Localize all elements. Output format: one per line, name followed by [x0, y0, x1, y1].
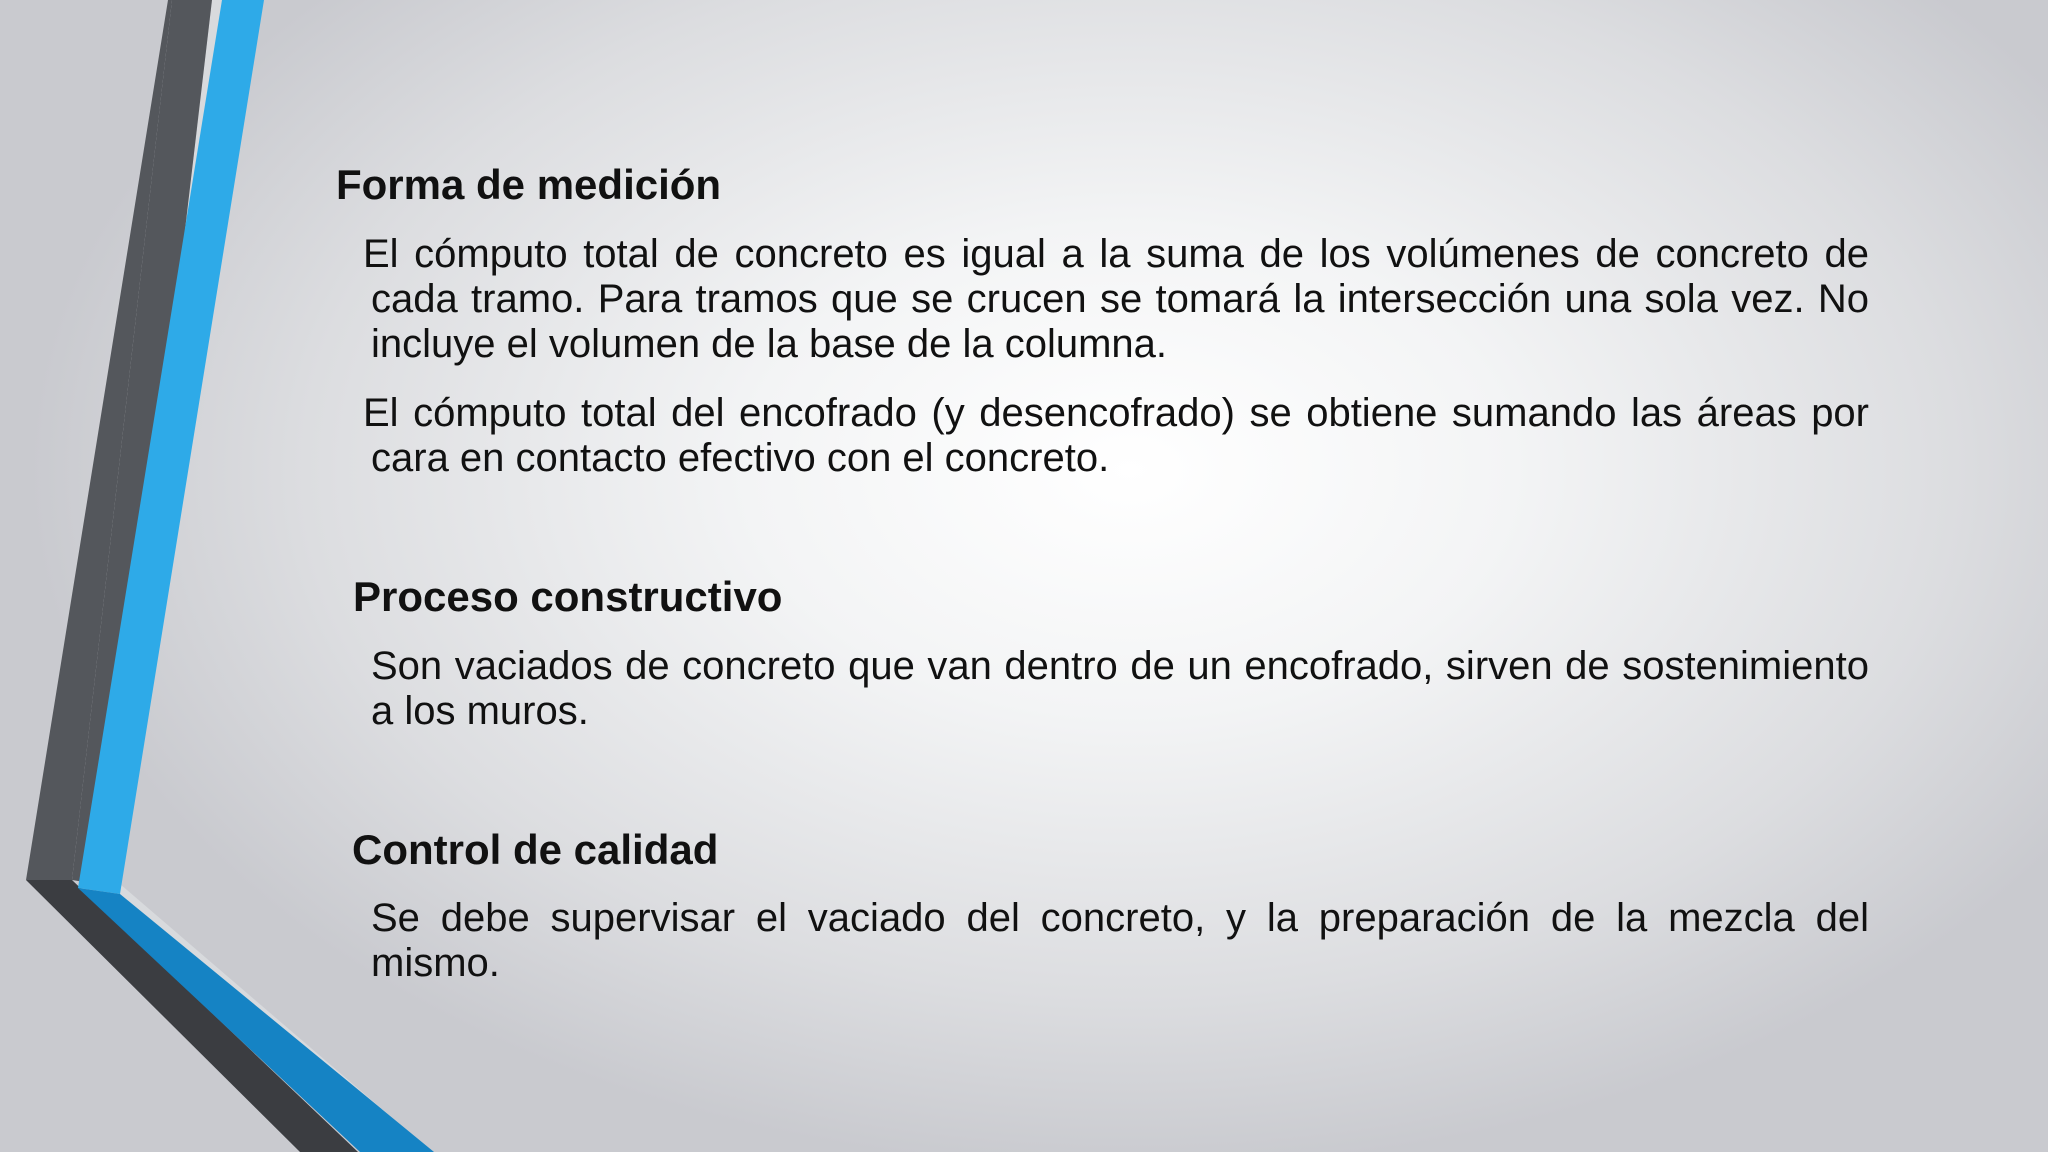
paragraph-text: El cómputo total de concreto es igual a la suma de los volúmenes de concreto de cada tramo. Para tramos que se crucen se tomará la intersección una sola vez. No incluye el volumen de la base de la columna. [363, 232, 1869, 366]
paragraph-text: El cómputo total del encofrado (y desencofrado) se obtiene sumando las áreas por cara en contacto efectivo con el concreto. [363, 391, 1869, 480]
section-title-forma-medicion: Forma de medición [336, 161, 722, 208]
paragraph-computo-concreto [363, 232, 1869, 367]
section-title-control-calidad: Control de calidad [352, 826, 719, 873]
paragraph-proceso-constructivo: Son vaciados de concreto que van dentro de un encofrado, sirven de sostenimiento a los muros. [371, 644, 1869, 733]
paragraph-computo-encofrado [363, 391, 1869, 481]
dark-stripe-lower [26, 880, 358, 1152]
paragraph-control-calidad: Se debe supervisar el vaciado del concreto, y la preparación de la mezcla del mismo. [371, 896, 1869, 985]
section-title-proceso-constructivo: Proceso constructivo [353, 573, 783, 620]
